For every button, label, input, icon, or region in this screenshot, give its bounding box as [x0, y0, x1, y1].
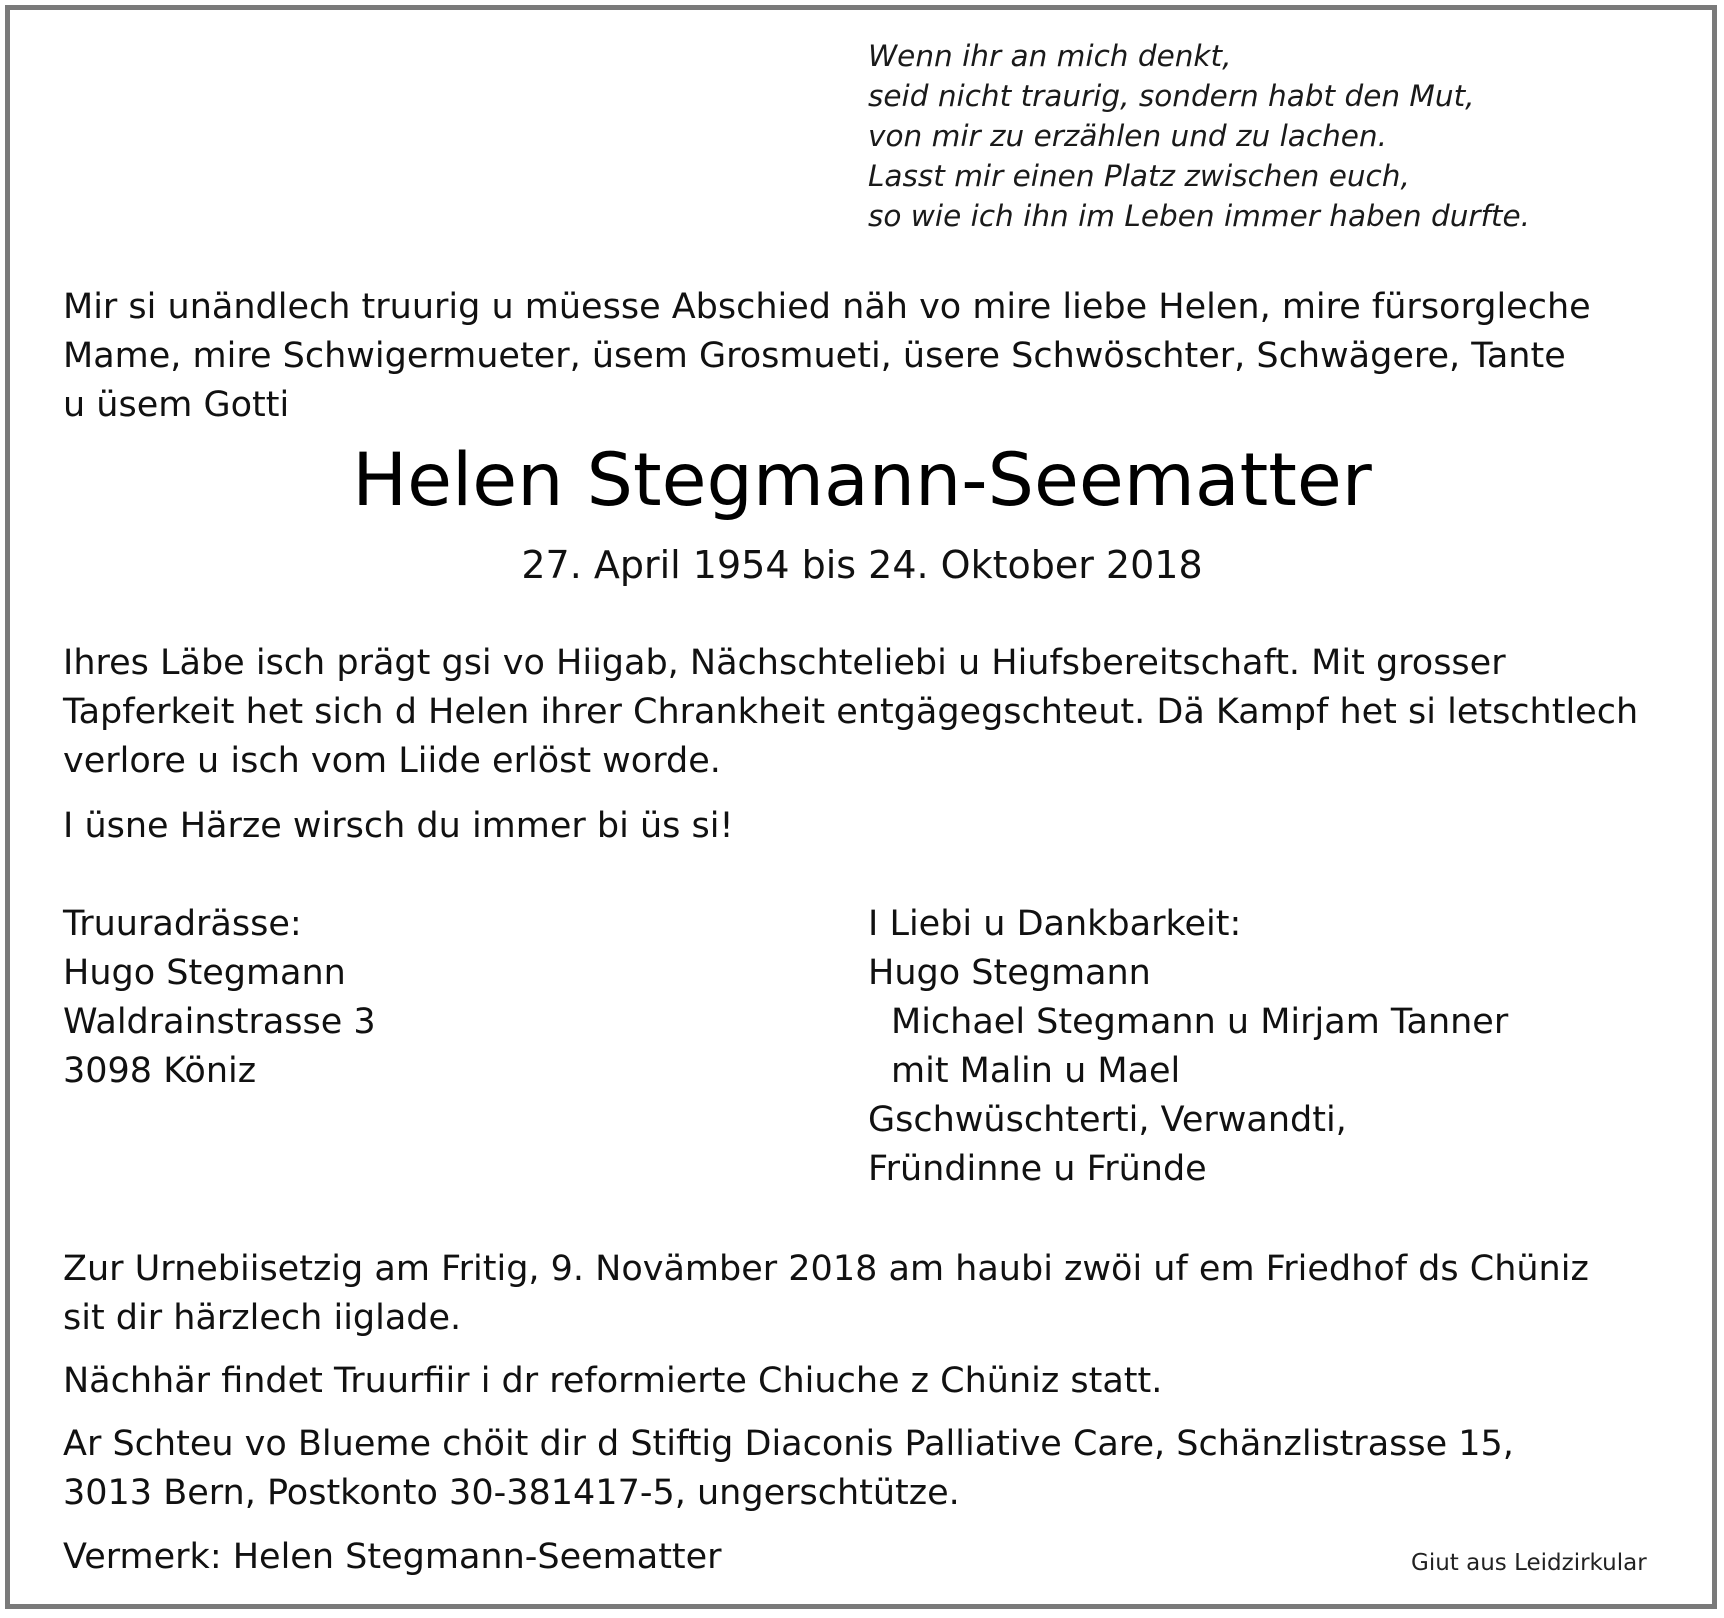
mourner-line: Michael Stegmann u Mirjam Tanner [891, 1002, 1509, 1042]
address-heading: Truuradrässe: [63, 904, 302, 944]
mourner-line: mit Malin u Mael [891, 1051, 1181, 1091]
intro-line: Mame, mire Schwigermueter, üsem Grosmueti, üsere Schwöschter, Schwägere, Tante [63, 336, 1566, 376]
intro-line: Mir si unändlech truurig u müesse Abschied näh vo mire liebe Helen, mire fürsorgleche [63, 287, 1591, 327]
poem-line: seid nicht traurig, sondern habt den Mut, [868, 79, 1475, 113]
address-city: 3098 Köniz [63, 1051, 257, 1091]
address-name: Hugo Stegmann [63, 953, 346, 993]
donation-line: 3013 Bern, Postkonto 30-381417-5, ungerschtütze. [63, 1473, 960, 1513]
tribute-line: verlore u isch vom Liide erlöst worde. [63, 741, 721, 781]
poem-line: Lasst mir einen Platz zwischen euch, [868, 159, 1410, 193]
tribute-line: Ihres Läbe isch prägt gsi vo Hiigab, Nächschteliebi u Hiufsbereitschaft. Mit grosser [63, 643, 1506, 683]
reference-note: Vermerk: Helen Stegmann-Seematter [63, 1537, 722, 1577]
deceased-name: Helen Stegmann-Seematter [352, 438, 1372, 523]
poem-line: Wenn ihr an mich denkt, [868, 39, 1232, 73]
tribute-closing: I üsne Härze wirsch du immer bi üs si! [63, 806, 734, 846]
ceremony-line: sit dir härzlech iiglade. [63, 1298, 462, 1338]
mourners-heading: I Liebi u Dankbarkeit: [868, 904, 1242, 944]
intro-paragraph [63, 283, 1591, 430]
tribute-line: Tapferkeit het sich d Helen ihrer Chrankheit entgägegschteut. Dä Kampf het si letschtlech [63, 692, 1639, 732]
address-street: Waldrainstrasse 3 [63, 1002, 376, 1042]
poem-line: so wie ich ihn im Leben immer haben durfte. [868, 199, 1531, 233]
poem-line: von mir zu erzählen und zu lachen. [868, 119, 1388, 153]
mourner-line: Fründinne u Fründe [868, 1149, 1207, 1189]
poem-block [868, 36, 1530, 236]
intro-line: u üsem Gotti [63, 385, 290, 425]
source-credit: Giut aus Leidzirkular [1411, 1550, 1647, 1576]
mourner-line: Hugo Stegmann [868, 953, 1151, 993]
ceremony-line: Zur Urnebiisetzig am Fritig, 9. Novämber 2018 am haubi zwöi uf em Friedhof ds Chüniz [63, 1249, 1589, 1289]
mourning-address [63, 900, 376, 1096]
tribute-paragraph [63, 639, 1638, 786]
life-dates: 27. April 1954 bis 24. Oktober 2018 [521, 543, 1203, 587]
donation-line: Ar Schteu vo Blueme chöit dir d Stiftig Diaconis Palliative Care, Schänzlistrasse 15, [63, 1424, 1514, 1464]
mourner-line: Gschwüschterti, Verwandti, [868, 1100, 1347, 1140]
donation-note [63, 1420, 1514, 1518]
memorial-service: Nächhär findet Truurfiir i dr reformierte Chiuche z Chüniz statt. [63, 1361, 1163, 1401]
mourners-list [868, 900, 1508, 1194]
ceremony-invitation [63, 1245, 1589, 1343]
